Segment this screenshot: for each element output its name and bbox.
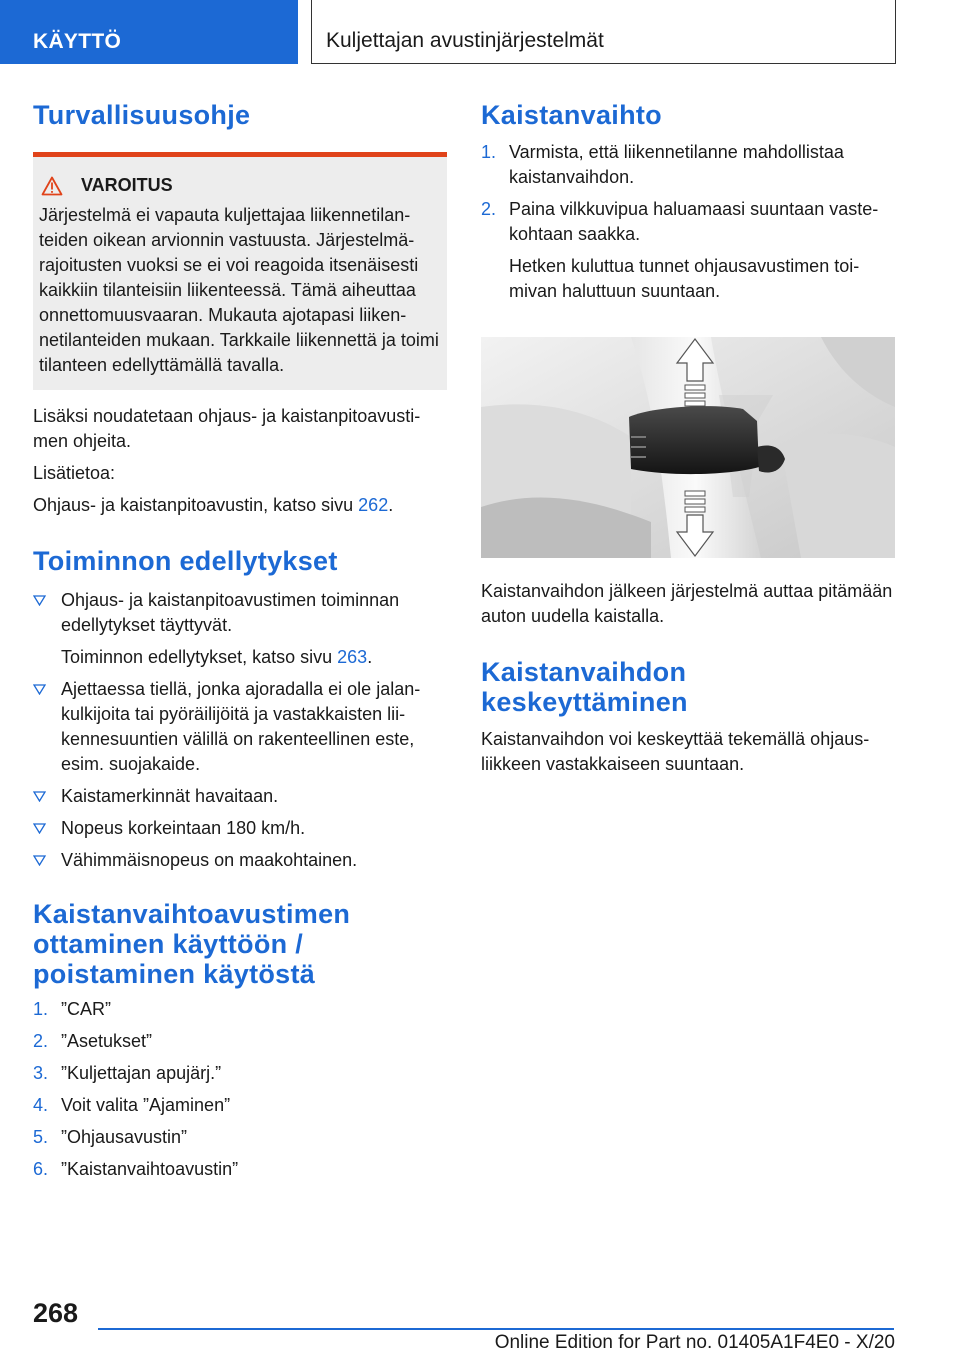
paragraph-more-info: Lisätietoa: (33, 463, 116, 483)
list-item (33, 784, 447, 809)
condition-subtext (61, 645, 447, 670)
see-page-text: Ohjaus- ja kaistanpitoavustin, katso sivu (33, 495, 359, 515)
lane-change-heading: Kaistanvaihto (481, 100, 662, 130)
bullet-triangle-icon (33, 595, 46, 606)
lane-change-steps (481, 140, 893, 304)
step-number: 6. (33, 1159, 49, 1179)
list-item (33, 848, 447, 873)
condition-text: Vähimmäisnopeus on maakohtainen. (61, 850, 358, 870)
warning-header (39, 175, 439, 196)
step-number: 2. (33, 1031, 49, 1051)
step-text: Varmista, että liikennetilanne mahdollistaa kaistanvaihdon. (509, 142, 844, 187)
list-item (481, 197, 893, 304)
bullet-triangle-icon (33, 855, 46, 866)
turn-signal-lever-illustration (481, 337, 895, 558)
list-item (33, 1157, 447, 1182)
condition-text: Ajettaessa tiellä, jonka ajoradalla ei ole jalankulkijoita tai pyöräilijöitä ja vastakkaisten liikennesuuntien välillä on rakenteellinen este, esim. suojakaide. (61, 679, 421, 774)
warning-text: Järjestelmä ei vapauta kuljettajaa liikennetilanteiden oikean arvionnin vastuusta. Järjestelmärajoitusten vuoksi se ei voi reagoida itsenäisesti kaikkiin tilanteisiin liikenteessä. Tämä aiheuttaa onnettomuusvaaran. Mukauta ajotapasi liikennetilanteiden mukaan. Tarkkaile liikennettä ja toimi tilanteen edellyttämällä tavalla. (39, 205, 439, 375)
page-link-263[interactable]: 263 (337, 647, 368, 667)
step-text: ”Kuljettajan apujärj.” (61, 1063, 222, 1083)
step-text: ”CAR” (61, 999, 111, 1019)
paragraph-see-page (33, 493, 447, 518)
header-section-tab (0, 0, 298, 64)
step-text: ”Kaistanvaihtoavustin” (61, 1159, 239, 1179)
condition-text: Nopeus korkeintaan 180 km/h. (61, 818, 306, 838)
conditions-list (33, 588, 447, 873)
list-item (33, 997, 447, 1022)
list-item (481, 140, 893, 190)
conditions-heading: Toiminnon edellytykset (33, 546, 338, 576)
footer-edition: Online Edition for Part no. 01405A1F4E0 - X/20 (494, 1332, 895, 1353)
step-text: ”Asetukset” (61, 1031, 153, 1051)
safety-heading: Turvallisuusohje (33, 100, 251, 130)
step-number: 5. (33, 1127, 49, 1147)
header-chapter-box (311, 0, 896, 64)
activation-steps (33, 997, 447, 1182)
step-number: 4. (33, 1095, 49, 1115)
condition-text: Kaistamerkinnät havaitaan. (61, 786, 279, 806)
warning-title: VAROITUS (81, 175, 173, 195)
step-text: Voit valita ”Ajaminen” (61, 1095, 231, 1115)
header-chapter-label: Kuljettajan avustinjärjestelmät (326, 29, 604, 52)
header-section-label: KÄYTTÖ (33, 30, 122, 53)
list-item (33, 1029, 447, 1054)
page-link-262[interactable]: 262 (358, 495, 389, 515)
activation-heading: Kaistanvaihtoavustimen ottaminen käyttöön / poistaminen käytöstä (33, 899, 351, 989)
subtext-end: . (367, 647, 373, 667)
condition-text: Ohjaus- ja kaistanpitoavustimen toiminnan edellytykset täyttyvät. (61, 590, 400, 635)
see-page-end: . (388, 495, 394, 515)
step-number: 1. (481, 142, 497, 162)
list-item (33, 1061, 447, 1086)
bullet-triangle-icon (33, 684, 46, 695)
step-text: Paina vilkkuvipua haluamaasi suuntaan vastekohtaan saakka. (509, 199, 879, 244)
paragraph-also-observe: Lisäksi noudatetaan ohjaus- ja kaistanpitoavustimen ohjeita. (33, 406, 421, 451)
right-column (481, 100, 893, 777)
step-number: 2. (481, 199, 497, 219)
bullet-triangle-icon (33, 823, 46, 834)
step-number: 3. (33, 1063, 49, 1083)
warning-triangle-icon (41, 176, 63, 196)
subtext-label: Toiminnon edellytykset, katso sivu (61, 647, 338, 667)
footer-divider (98, 1328, 894, 1330)
left-column (33, 100, 447, 1189)
list-item (33, 816, 447, 841)
list-item (33, 677, 447, 777)
bullet-triangle-icon (33, 791, 46, 802)
step-text: ”Ohjausavustin” (61, 1127, 188, 1147)
step-number: 1. (33, 999, 49, 1019)
paragraph-cancel: Kaistanvaihdon voi keskeyttää tekemällä ohjausliikkeen vastakkaiseen suuntaan. (481, 729, 870, 774)
list-item (33, 588, 447, 670)
list-item (33, 1125, 447, 1150)
page-number: 268 (33, 1298, 79, 1328)
warning-box (33, 152, 447, 390)
list-item (33, 1093, 447, 1118)
cancel-heading: Kaistanvaihdon keskeyttäminen (481, 657, 688, 717)
step-subtext: Hetken kuluttua tunnet ohjausavustimen toimivan haluttuun suuntaan. (509, 256, 860, 301)
paragraph-after-change: Kaistanvaihdon jälkeen järjestelmä auttaa pitämään auton uudella kaistalla. (481, 581, 893, 626)
